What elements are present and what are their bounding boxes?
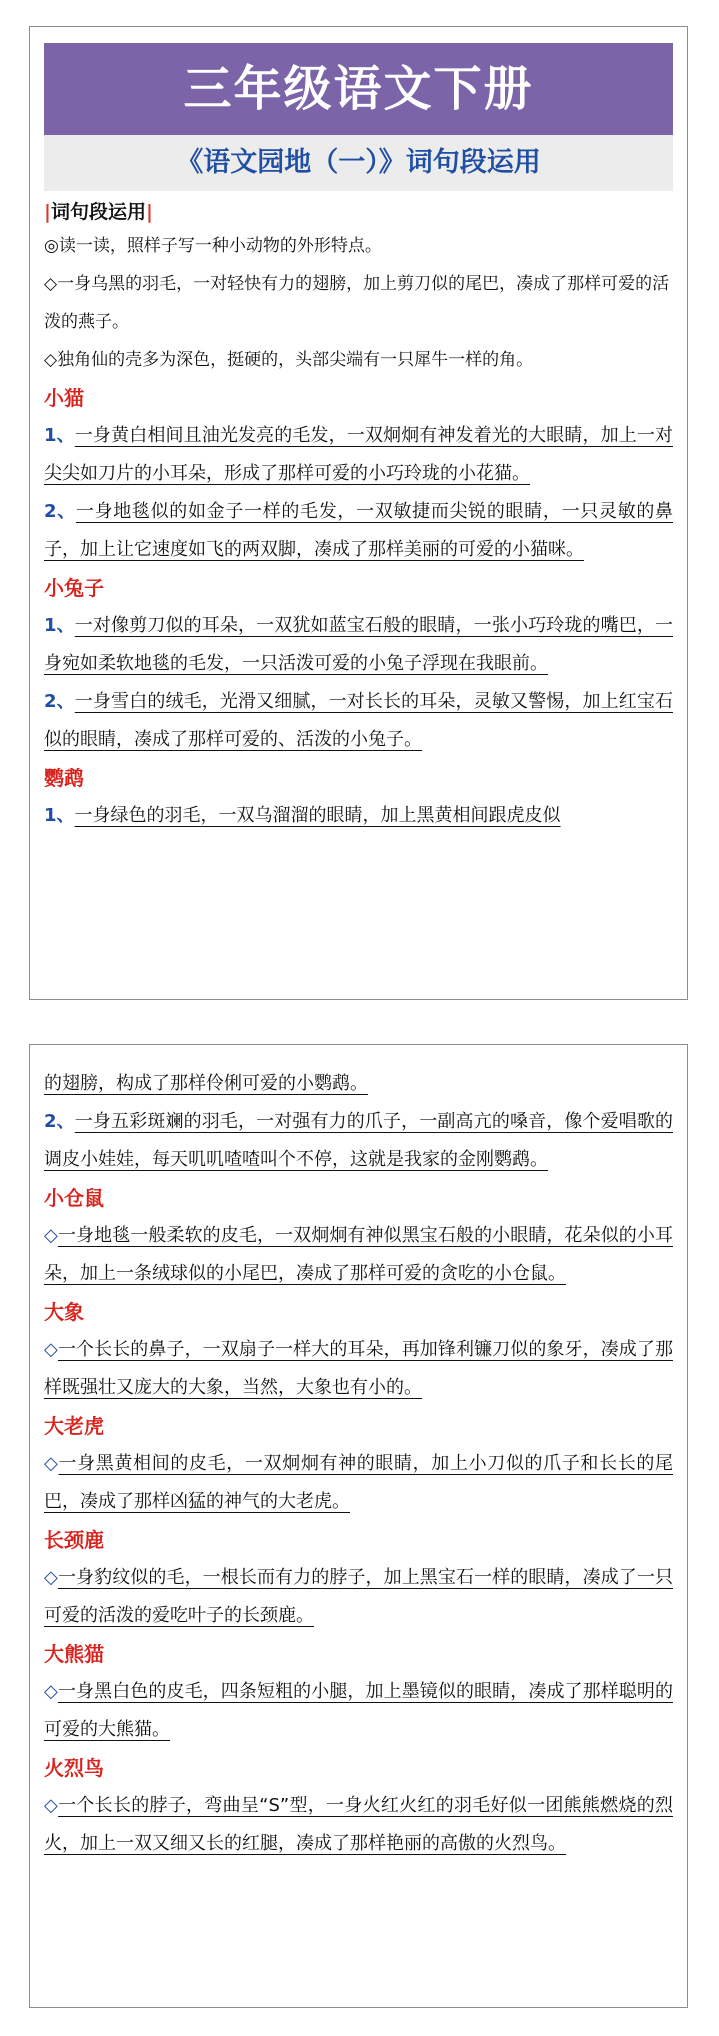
- heading-parrot: 鹦鹉: [44, 766, 84, 790]
- item-text: 一身五彩斑斓的羽毛，一对强有力的爪子，一副高亢的嗓音，像个爱唱歌的调皮小娃娃，每天叽叽喳喳叫个不停，这就是我家的金刚鹦鹉。: [44, 1111, 673, 1170]
- item-text: 一身雪白的绒毛，光滑又细腻，一对长长的耳朵，灵敏又警惕，加上红宝石似的眼睛，凑成了那样可爱的、活泼的小兔子。: [44, 691, 673, 750]
- elephant-item: [44, 1331, 673, 1407]
- page-subtitle: 《语文园地（一）》词句段运用: [44, 135, 673, 191]
- item-text: 一个长长的鼻子，一双扇子一样大的耳朵，再加锋利镰刀似的象牙，凑成了那样既强壮又庞大的大象，当然，大象也有小的。: [44, 1339, 673, 1398]
- heading-elephant: 大象: [44, 1300, 84, 1324]
- section-label-text: 词句段运用: [50, 201, 146, 223]
- parrot-item-2: [44, 1103, 673, 1179]
- item-text: 一对像剪刀似的耳朵，一双犹如蓝宝石般的眼睛，一张小巧玲珑的嘴巴，一身宛如柔软地毯的毛发，一只活泼可爱的小兔子浮现在我眼前。: [44, 615, 673, 674]
- flamingo-item: [44, 1787, 673, 1863]
- diamond-bullet-icon: ◇: [44, 1681, 58, 1702]
- heading-panda: 大熊猫: [44, 1642, 104, 1666]
- page-title: 三年级语文下册: [44, 43, 673, 135]
- cat-item-2: [44, 493, 673, 569]
- giraffe-item: [44, 1559, 673, 1635]
- diamond-bullet-icon: ◇: [44, 1567, 58, 1588]
- item-text: 的翅膀，构成了那样伶俐可爱的小鹦鹉。: [44, 1073, 368, 1094]
- item-text: 一身地毯一般柔软的皮毛，一双炯炯有神似黑宝石般的小眼睛，花朵似的小耳朵，加上一条绒球似的小尾巴，凑成了那样可爱的贪吃的小仓鼠。: [44, 1225, 673, 1284]
- item-number: 2、: [44, 691, 75, 712]
- heading-hamster: 小仓鼠: [44, 1186, 104, 1210]
- item-text: 一身黄白相间且油光发亮的毛发，一双炯炯有神发着光的大眼睛，加上一对尖尖如刀片的小耳朵，形成了那样可爱的小巧玲珑的小花猫。: [44, 425, 673, 484]
- diamond-bullet-icon: ◇: [44, 1453, 59, 1474]
- rabbit-item-1: [44, 607, 673, 683]
- document-page-2: [29, 1044, 688, 2008]
- section-bar-right: |: [145, 201, 153, 223]
- section-label: [44, 197, 673, 227]
- document-page-1: [29, 26, 688, 1000]
- item-number: 1、: [44, 615, 75, 636]
- intro-example-swallow: ◇一身乌黑的羽毛，一对轻快有力的翅膀，加上剪刀似的尾巴，凑成了那样可爱的活泼的燕子。: [44, 274, 670, 332]
- item-text: 一身黑黄相间的皮毛，一双炯炯有神的眼睛，加上小刀似的爪子和长长的尾巴，凑成了那样凶猛的神气的大老虎。: [44, 1453, 673, 1512]
- section-bar-left: |: [44, 201, 51, 223]
- item-text: 一身黑白色的皮毛，四条短粗的小腿，加上墨镜似的眼睛，凑成了那样聪明的可爱的大熊猫。: [44, 1681, 673, 1740]
- diamond-bullet-icon: ◇: [44, 1339, 58, 1360]
- intro-instruction: ◎读一读，照样子写一种小动物的外形特点。: [44, 236, 382, 256]
- page-2-content: [44, 1065, 673, 1863]
- intro-example-beetle: ◇独角仙的壳多为深色，挺硬的，头部尖端有一只犀牛一样的角。: [44, 350, 534, 370]
- tiger-item: [44, 1445, 673, 1521]
- item-text: 一身豹纹似的毛，一根长而有力的脖子，加上黑宝石一样的眼睛，凑成了一只可爱的活泼的爱吃叶子的长颈鹿。: [44, 1567, 673, 1626]
- heading-giraffe: 长颈鹿: [44, 1528, 104, 1552]
- rabbit-item-2: [44, 683, 673, 759]
- diamond-bullet-icon: ◇: [44, 1795, 59, 1816]
- item-number: 1、: [44, 805, 75, 826]
- item-number: 1、: [44, 425, 75, 446]
- panda-item: [44, 1673, 673, 1749]
- item-number: 2、: [44, 501, 76, 522]
- cat-item-1: [44, 417, 673, 493]
- heading-tiger: 大老虎: [44, 1414, 104, 1438]
- diamond-bullet-icon: ◇: [44, 1225, 58, 1246]
- heading-rabbit: 小兔子: [44, 576, 104, 600]
- parrot-item-1: [44, 797, 673, 835]
- item-text: 一个长长的脖子，弯曲呈“S”型，一身火红火红的羽毛好似一团熊熊燃烧的烈火，加上一双又细又长的红腿，凑成了那样艳丽的高傲的火烈鸟。: [44, 1795, 674, 1854]
- page-1-content: [44, 43, 673, 835]
- heading-cat: 小猫: [44, 386, 84, 410]
- item-text: 一身绿色的羽毛，一双乌溜溜的眼睛，加上黑黄相间跟虎皮似: [74, 805, 561, 826]
- item-text: 一身地毯似的如金子一样的毛发，一双敏捷而尖锐的眼睛，一只灵敏的鼻子，加上让它速度如飞的两双脚，凑成了那样美丽的可爱的小猫咪。: [44, 501, 673, 560]
- item-number: 2、: [44, 1111, 75, 1132]
- parrot-item-1-continued: [44, 1065, 673, 1103]
- hamster-item: [44, 1217, 673, 1293]
- heading-flamingo: 火烈鸟: [44, 1756, 104, 1780]
